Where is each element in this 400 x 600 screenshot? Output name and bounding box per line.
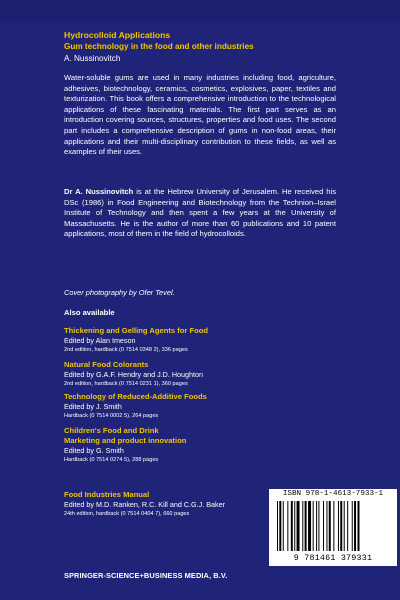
description-paragraph: Water-soluble gums are used in many industries including food, agriculture, adhesives, biotechnology, ceramics, cosmetics, explosives, paper, textiles and texturization. This book offers a comprehensive introduction to the technological applications of these fascinating materials. The first part serves as an introduction covering sources, structures, properties and food uses. The second part includes a comprehensive description of gums in non-food areas, their applications and their multi-disciplinary contribution to these fields, as well as examples of their uses. [64, 73, 336, 157]
bio-name: Dr A. Nussinovitch [64, 187, 134, 196]
author-bio-paragraph [64, 187, 336, 240]
item-details: 24th edition, hardback (0 7514 0404 7), 660 pages [64, 511, 190, 517]
barcode-bar [283, 501, 284, 551]
item-editors: Edited by Alan Imeson [64, 336, 136, 345]
isbn-label: ISBN 978-1-4613-7933-1 [282, 490, 384, 498]
book-title: Hydrocolloid Applications [64, 30, 171, 40]
barcode-bar [329, 501, 331, 551]
item-title: Children's Food and Drink [64, 426, 159, 435]
barcode-bar [277, 501, 278, 551]
item-title: Food Industries Manual [64, 490, 150, 499]
item-details: Hardback (0 7514 0002 5), 264 pages [64, 413, 159, 419]
barcode-bar [347, 501, 348, 551]
barcode-bar [354, 501, 356, 551]
item-title: Technology of Reduced-Additive Foods [64, 392, 207, 401]
also-available-heading: Also available [64, 308, 115, 317]
also-available-item [64, 426, 344, 465]
barcode-bar [294, 501, 295, 551]
item-details: 2nd edition, hardback (0 7514 0231 1), 360 pages [64, 381, 188, 387]
item-editors: Edited by J. Smith [64, 402, 122, 411]
barcode-bars-graphic [277, 501, 389, 551]
item-editors: Edited by G.A.F. Hendry and J.D. Houghton [64, 370, 204, 379]
item-editors: Edited by G. Smith [64, 446, 124, 455]
barcode-bar [302, 501, 303, 551]
barcode-number: 9 781461 379331 [293, 553, 373, 563]
barcode-bar [308, 501, 311, 551]
barcode-bar [291, 501, 293, 551]
barcode-bar [279, 501, 281, 551]
barcode-bar [318, 501, 319, 551]
barcode-bar [316, 501, 317, 551]
barcode-bar [340, 501, 342, 551]
barcode-bar [297, 501, 300, 551]
item-title: Thickening and Gelling Agents for Food [64, 326, 208, 335]
item-editors: Edited by M.D. Ranken, R.C. Kill and C.G.J. Baker [64, 500, 225, 509]
also-available-item [64, 360, 344, 389]
item-title-line2: Marketing and product innovation [64, 436, 187, 445]
bio-text: is at the Hebrew University of Jerusalem. He received his DSc (1986) in Food Engineering and Biotechnology from the Technion–Israel Institute of Technology and then spent a few years at the University of Massachusetts. He is the author of more than 60 publications and 10 patent applications, most of them in the field of hydrocolloids. [64, 187, 336, 239]
cover-credit: Cover photography by Ofer Tevel. [64, 288, 175, 297]
isbn-barcode [269, 489, 397, 566]
item-details: Hardback (0 7514 0274 5), 288 pages [64, 457, 159, 463]
also-available-item [64, 392, 344, 421]
barcode-bar [313, 501, 314, 551]
top-band [0, 0, 400, 22]
barcode-bar [326, 501, 327, 551]
item-details: 2nd edition, hardback (0 7514 0348 2), 336 pages [64, 347, 188, 353]
barcode-bar [333, 501, 334, 551]
barcode-bar [323, 501, 324, 551]
barcode-bar [305, 501, 307, 551]
barcode-bar [338, 501, 339, 551]
item-title: Natural Food Colorants [64, 360, 149, 369]
also-available-item [64, 326, 344, 355]
barcode-bar [358, 501, 360, 551]
book-subtitle: Gum technology in the food and other industries [64, 42, 254, 51]
barcode-bar [344, 501, 345, 551]
barcode-bar [352, 501, 353, 551]
publisher-name: SPRINGER-SCIENCE+BUSINESS MEDIA, B.V. [64, 571, 228, 580]
book-author: A. Nussinovitch [64, 54, 121, 63]
barcode-bar [287, 501, 288, 551]
